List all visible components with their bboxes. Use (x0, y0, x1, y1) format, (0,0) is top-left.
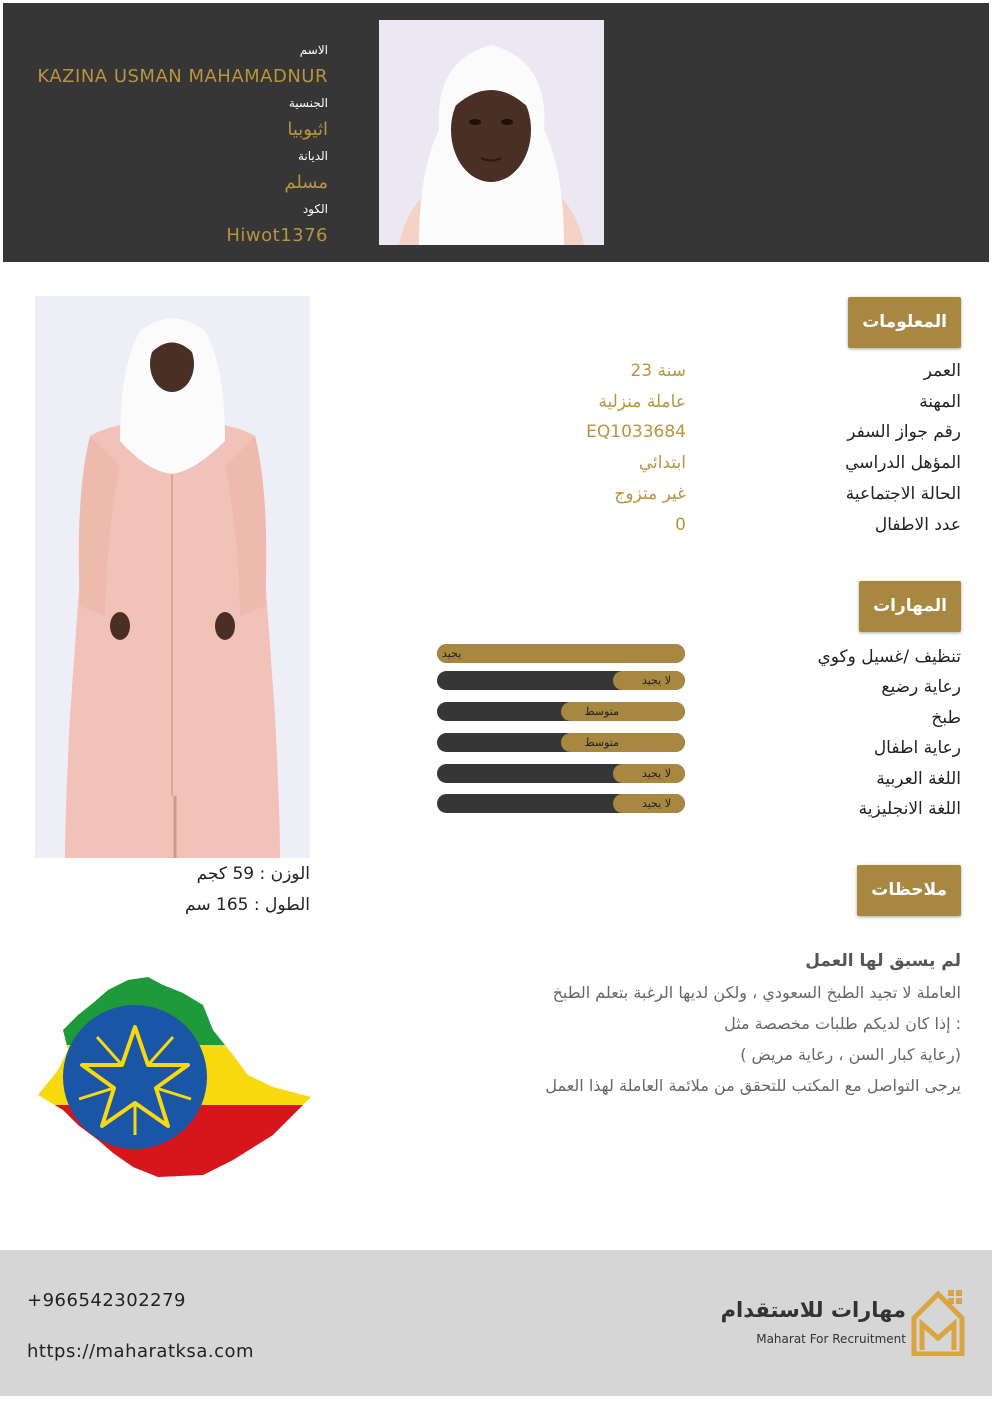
skills-section-title: المهارات (859, 581, 961, 632)
skill-level-text: لا يجيد (641, 674, 671, 687)
phone-number: +966542302279 (27, 1290, 187, 1311)
logo-arabic-name: مهارات للاستقدام (720, 1298, 906, 1322)
house-m-icon (908, 1288, 968, 1356)
skill-level-text: يجيد (442, 647, 462, 660)
skill-level-bar (437, 702, 685, 721)
info-row-children (500, 515, 961, 546)
skill-level-text: لا يجيد (641, 797, 671, 810)
skill-level-fill (561, 702, 685, 721)
info-section-title: المعلومات (848, 297, 961, 348)
skill-level-fill (437, 644, 685, 663)
name-label: الاسم (299, 43, 328, 57)
footer (0, 1250, 992, 1396)
info-row-profession (500, 392, 961, 423)
note-line: العاملة لا تجيد الطبخ السعودي ، ولكن لديها الرغبة بتعلم الطبخ (552, 983, 961, 1002)
info-label: المهنة (919, 392, 961, 412)
skill-label: تنظيف /غسيل وكوي (817, 647, 961, 667)
ethiopia-flag-map-icon (33, 975, 313, 1180)
skill-label: اللغة العربية (876, 769, 961, 789)
skill-level-text: لا يجيد (641, 767, 671, 780)
notes-block (421, 946, 961, 1101)
skill-level-text: متوسط (584, 736, 619, 749)
skill-label: اللغة الانجليزية (858, 799, 961, 819)
logo-english-name: Maharat For Recruitment (756, 1332, 906, 1346)
skill-label: رعاية اطفال (873, 738, 961, 758)
info-label: المؤهل الدراسي (845, 453, 961, 473)
notes-section-title: ملاحظات (857, 865, 961, 916)
portrait-photo (379, 20, 604, 245)
skill-level-fill (561, 733, 685, 752)
profile-header (3, 3, 989, 262)
note-line: إذا كان لديكم طلبات مخصصة مثل : (724, 1014, 961, 1033)
note-line: يرجى التواصل مع المكتب للتحقق من ملائمة العاملة لهذا العمل (545, 1076, 961, 1095)
name-value: KAZINA USMAN MAHAMADNUR (37, 66, 328, 87)
company-logo (720, 1284, 970, 1360)
skill-label: رعاية رضيع (881, 677, 961, 697)
nationality-value: اثيوبيا (287, 119, 328, 140)
skill-level-bar (437, 644, 685, 663)
info-value: 0 (675, 515, 686, 535)
header-info (3, 41, 328, 253)
info-value: عاملة منزلية (598, 392, 686, 412)
skill-level-text: متوسط (584, 705, 619, 718)
info-value: EQ1033684 (586, 422, 686, 442)
skill-level-bar (437, 764, 685, 783)
weight-text: الوزن : 59 كجم (196, 864, 310, 884)
nationality-label: الجنسية (288, 96, 328, 110)
skill-level-bar (437, 733, 685, 752)
info-value: ابتدائي (638, 453, 686, 473)
info-label: الحالة الاجتماعية (845, 484, 961, 504)
height-text: الطول : 165 سم (185, 895, 310, 915)
skill-level-bar (437, 671, 685, 690)
info-row-passport (500, 422, 961, 453)
info-label: العمر (923, 361, 961, 381)
religion-value: مسلم (284, 172, 328, 193)
info-row-marital (500, 484, 961, 515)
website-link[interactable]: https://maharatksa.com (27, 1341, 255, 1362)
info-value: غير متزوج (614, 484, 686, 504)
info-value: 23 سنة (630, 361, 686, 381)
info-row-age (500, 361, 961, 392)
code-value: Hiwot1376 (226, 225, 328, 246)
skill-level-bar (437, 794, 685, 813)
note-line: لم يسبق لها العمل (805, 951, 961, 971)
code-label: الكود (302, 202, 328, 216)
info-label: عدد الاطفال (874, 515, 961, 535)
skill-label: طبخ (931, 708, 961, 728)
info-label: رقم جواز السفر (847, 422, 961, 442)
religion-label: الديانة (297, 149, 328, 163)
note-line: ( رعاية كبار السن ، رعاية مريض) (740, 1045, 961, 1064)
info-row-education (500, 453, 961, 484)
full-body-photo (35, 296, 310, 858)
